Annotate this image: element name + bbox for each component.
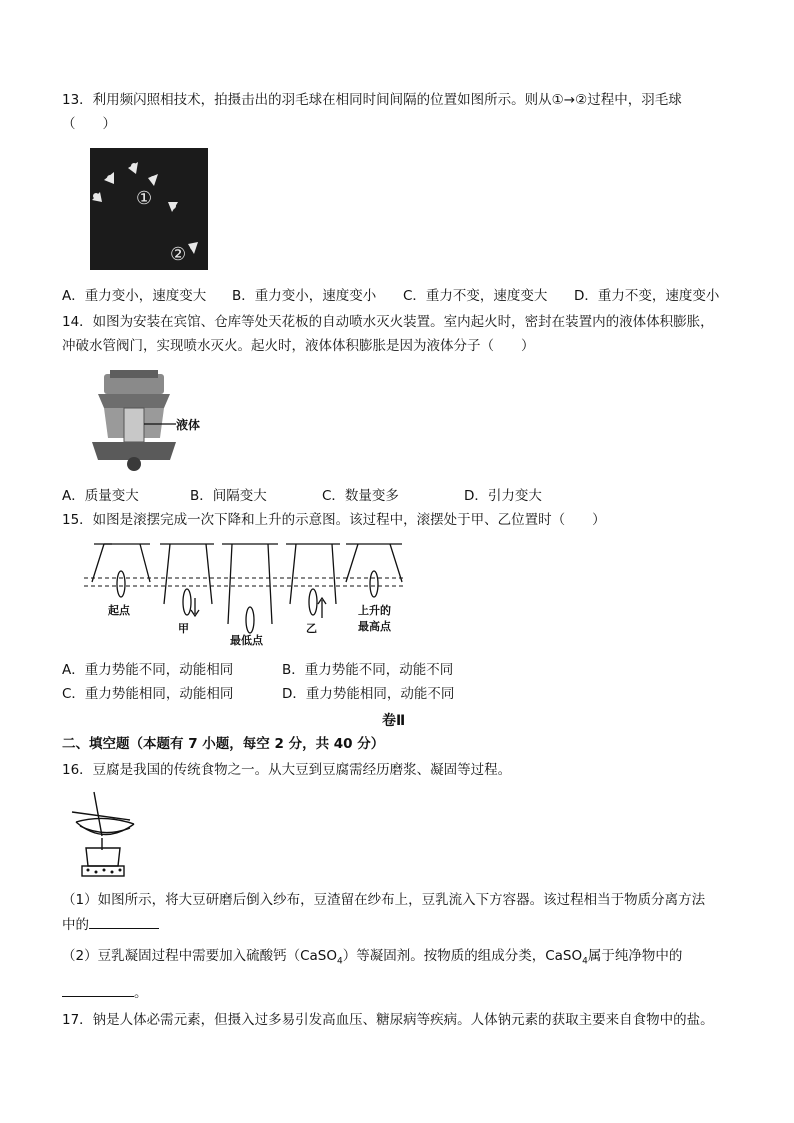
q16-part1-answer-blank[interactable] xyxy=(89,914,159,929)
q16-part2-line-2 xyxy=(62,982,148,1003)
q15-label-highest: 最高点 xyxy=(358,620,391,633)
q14-figure-label-liquid: 液体 xyxy=(176,418,201,432)
q14-figure-sprinkler xyxy=(90,368,210,472)
q16-part1-line-1: （1）如图所示，将大豆研磨后倒入纱布，豆渣留在纱布上，豆乳流入下方容器。该过程相当于物质分离方法 xyxy=(62,892,706,908)
q14-stem-line-2: 冲破水管阀门，实现喷水灭火。起火时，液体体积膨胀是因为液体分子（ ） xyxy=(62,338,535,354)
q14-option-c[interactable]: C．数量变多 xyxy=(322,488,399,504)
q15-option-a[interactable]: A．重力势能不同，动能相同 xyxy=(62,662,234,678)
q13-figure-badminton xyxy=(90,148,208,270)
q16-part2-text-c: 属于纯净物中的 xyxy=(587,948,683,964)
q13-answer-paren: （ ） xyxy=(62,116,116,132)
volume-title: 卷Ⅱ xyxy=(382,713,406,729)
q16-part1-line-2 xyxy=(62,914,159,935)
q14-option-d[interactable]: D．引力变大 xyxy=(464,488,542,504)
q15-label-jia: 甲 xyxy=(178,622,189,635)
q16-figure-filtering xyxy=(68,790,148,880)
q16-part1-text: 中的 xyxy=(62,917,89,933)
q13-marker-1: ① xyxy=(136,188,153,209)
q15-label-lowest: 最低点 xyxy=(230,634,263,647)
q13-stem: 13．利用频闪照相技术，拍摄击出的羽毛球在相同时间间隔的位置如图所示。则从①→②过程中，羽毛球 xyxy=(62,92,682,108)
q13-option-a[interactable]: A．重力变小，速度变大 xyxy=(62,288,207,304)
q13-option-c[interactable]: C．重力不变，速度变大 xyxy=(403,288,548,304)
q16-part2-period: 。 xyxy=(134,985,148,1001)
q17-stem: 17．钠是人体必需元素，但摄入过多易引发高血压、糖尿病等疾病。人体钠元素的获取主要来自食物中的盐。 xyxy=(62,1012,714,1028)
q15-label-start: 起点 xyxy=(108,604,130,617)
q15-label-rise: 上升的 xyxy=(358,604,391,617)
q13-marker-2: ② xyxy=(170,244,187,265)
q16-part2-text-b: ）等凝固剂。按物质的组成分类， xyxy=(342,948,546,964)
q15-stem: 15．如图是滚摆完成一次下降和上升的示意图。该过程中，滚摆处于甲、乙位置时（ ） xyxy=(62,512,606,528)
q15-option-c[interactable]: C．重力势能相同，动能相同 xyxy=(62,686,234,702)
q16-part2-answer-blank[interactable] xyxy=(62,982,134,997)
q14-option-a[interactable]: A．质量变大 xyxy=(62,488,139,504)
q15-label-yi: 乙 xyxy=(306,622,317,635)
q16-formula-1: CaSO$_4$ xyxy=(300,948,343,967)
q16-stem: 16．豆腐是我国的传统食物之一。从大豆到豆腐需经历磨浆、凝固等过程。 xyxy=(62,762,512,778)
q13-option-d[interactable]: D．重力不变，速度变小 xyxy=(574,288,720,304)
q14-option-b[interactable]: B．间隔变大 xyxy=(190,488,267,504)
section-heading: 二、填空题（本题有 7 小题，每空 2 分，共 40 分） xyxy=(62,736,385,752)
q16-part2-line-1 xyxy=(62,946,682,972)
q15-option-b[interactable]: B．重力势能不同，动能不同 xyxy=(282,662,454,678)
q16-formula-2: CaSO$_4$ xyxy=(545,948,588,967)
q15-figure-maxwell-pendulum xyxy=(84,538,414,647)
q13-option-b[interactable]: B．重力变小，速度变小 xyxy=(232,288,377,304)
q16-part2-text-a: （2）豆乳凝固过程中需要加入硫酸钙（ xyxy=(62,948,301,964)
q15-option-d[interactable]: D．重力势能相同，动能不同 xyxy=(282,686,455,702)
q14-stem-line-1: 14．如图为安装在宾馆、仓库等处天花板的自动喷水灭火装置。室内起火时，密封在装置内的液体体积膨胀， xyxy=(62,314,714,330)
